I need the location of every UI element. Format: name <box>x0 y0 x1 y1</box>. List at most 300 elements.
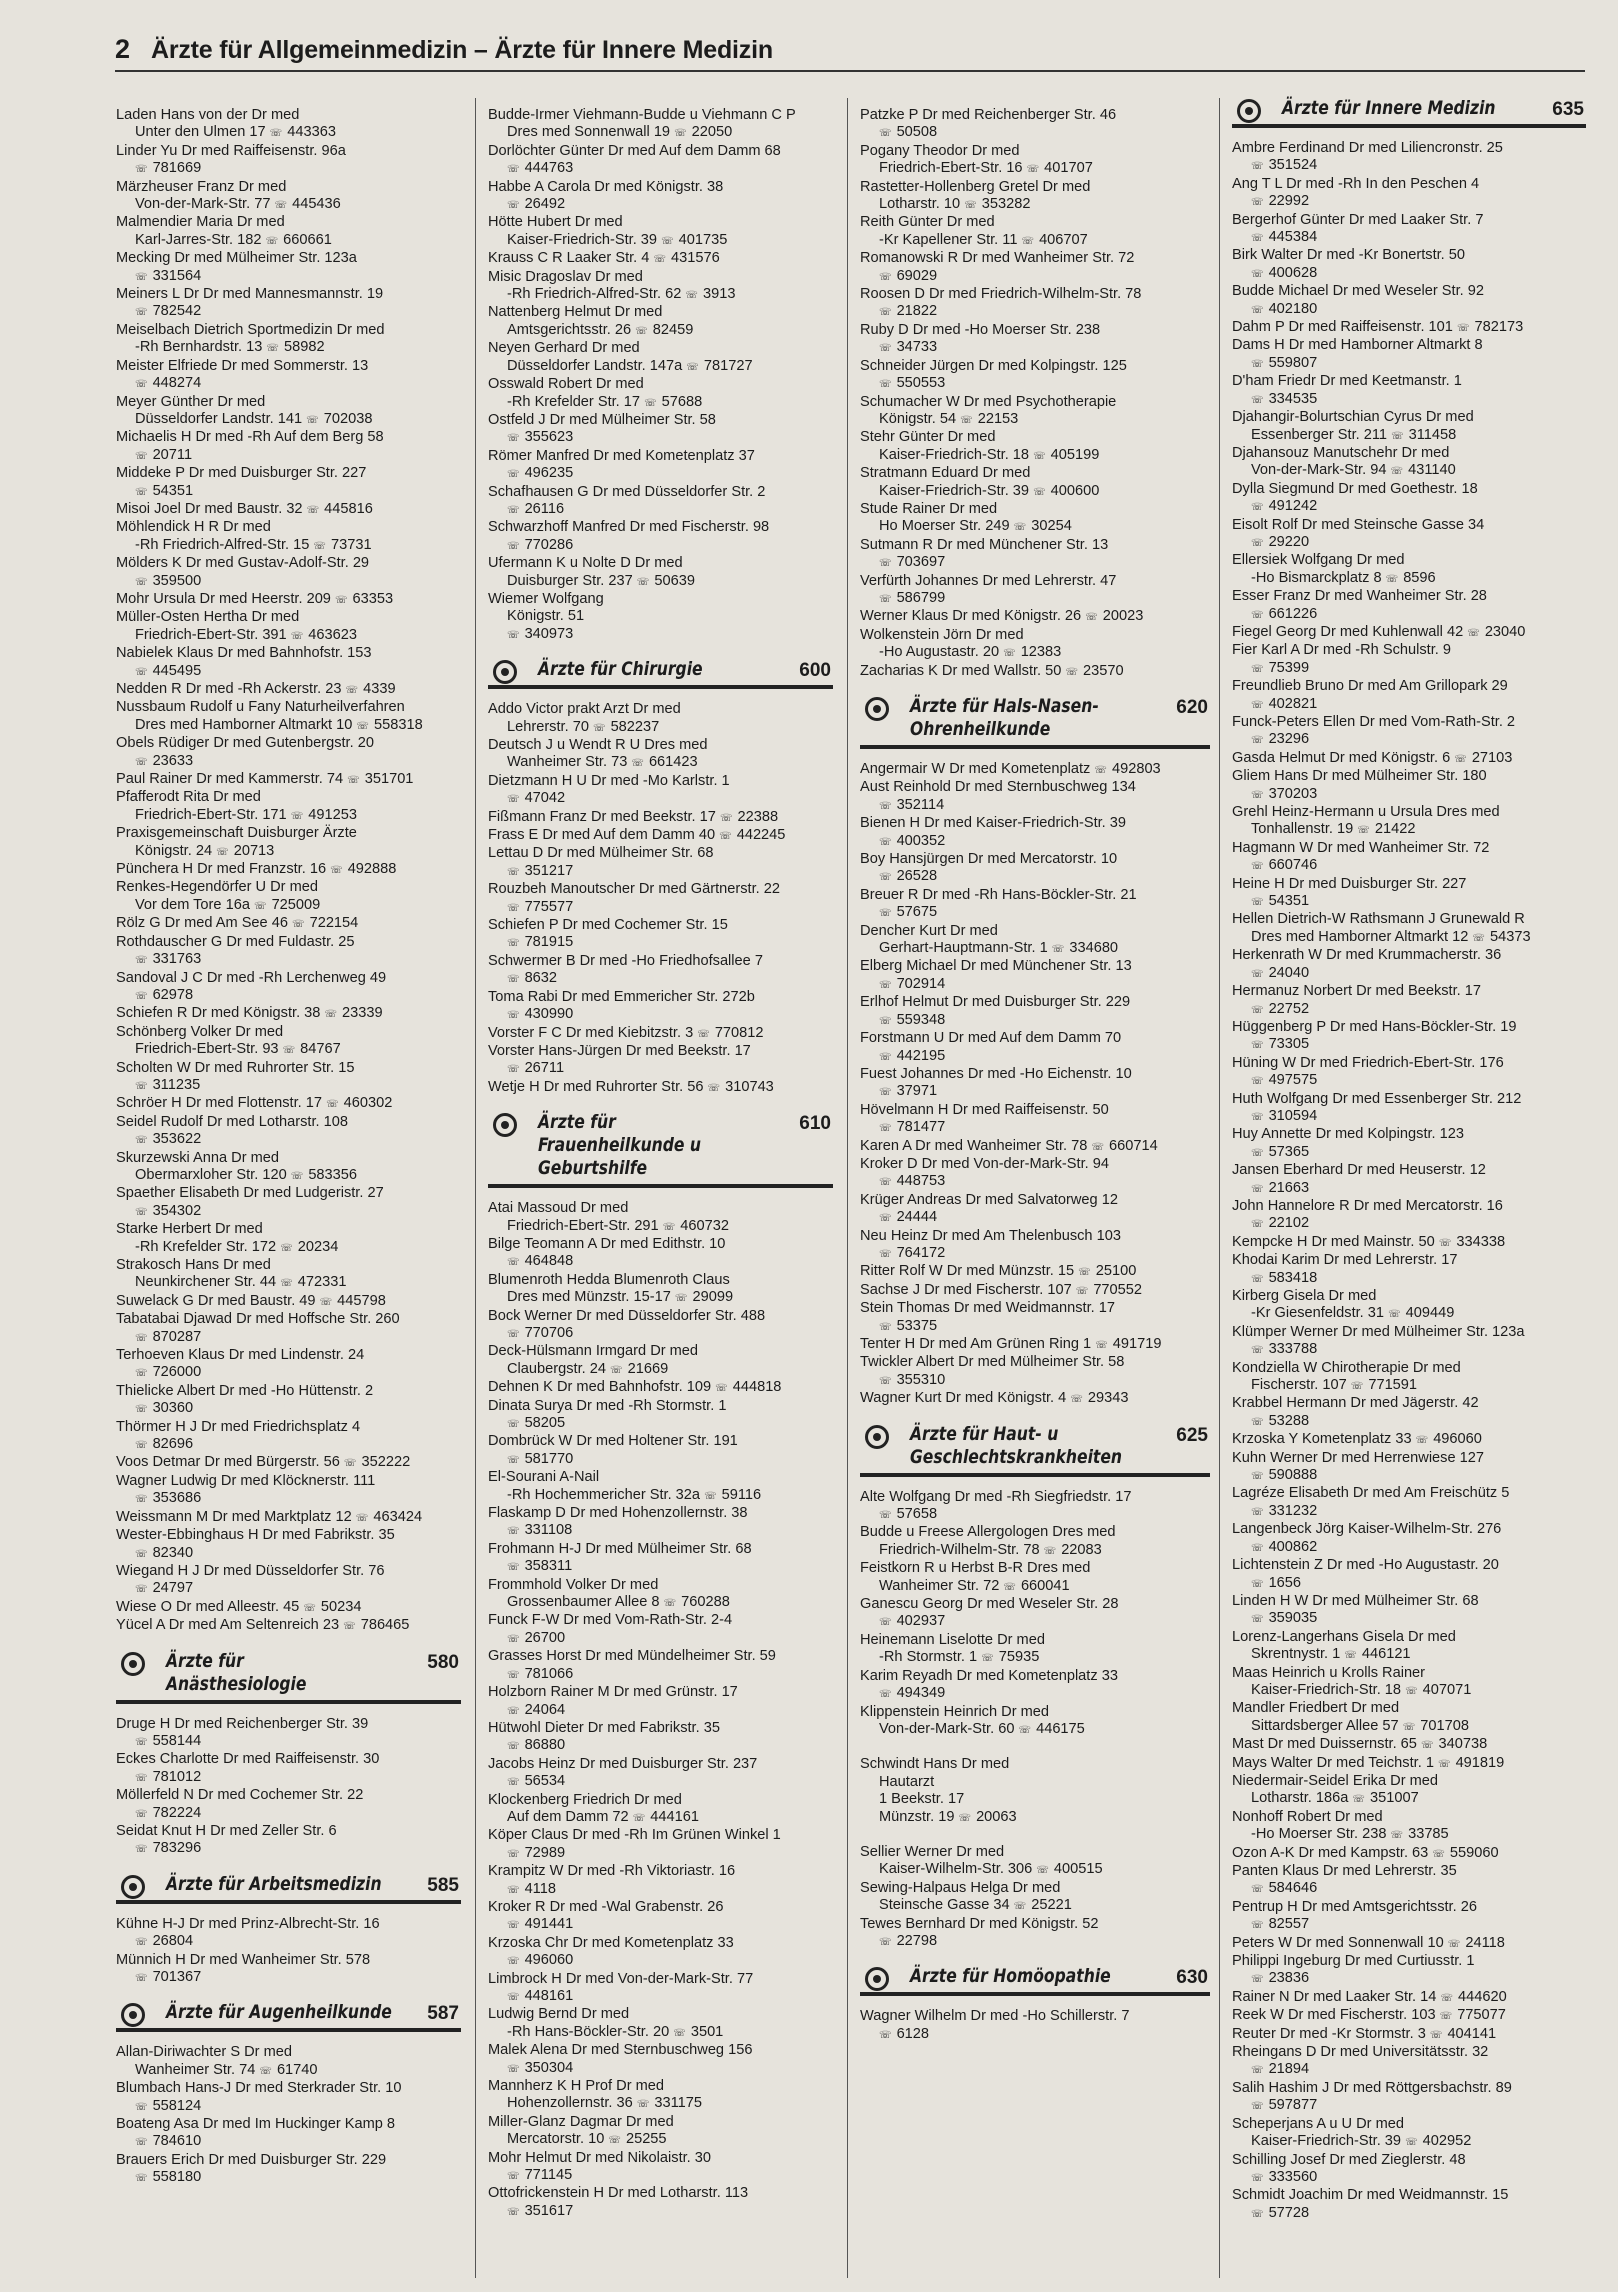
entry-name: Schumacher W Dr med Psychotherapie <box>860 393 1117 410</box>
entry-name: Suwelack G Dr med Baustr. 49 ☏ 445798 <box>116 1292 386 1309</box>
telephone-icon: ☏ <box>879 800 891 812</box>
section-number: 625 <box>1176 1424 1208 1446</box>
entry-detail: Gerhart-Hauptmann-Str. 1 ☏ 334680 <box>879 940 1119 957</box>
entry-detail: ☏ 781012 <box>135 1768 202 1785</box>
entry-detail: ☏ 53375 <box>879 1317 938 1334</box>
entry-name: Herkenrath W Dr med Krummacherstr. 36 <box>1232 947 1502 964</box>
telephone-icon: ☏ <box>1033 450 1045 462</box>
telephone-icon: ☏ <box>707 1082 720 1094</box>
list-item <box>1232 481 1586 517</box>
list-item <box>488 1200 833 1236</box>
list-item <box>860 107 1210 143</box>
telephone-icon: ☏ <box>1251 197 1263 209</box>
entry-name: Eckes Charlotte Dr med Raiffeisenstr. 30 <box>116 1751 380 1768</box>
list-item <box>860 2008 1210 2044</box>
entry-name: Schneider Jürgen Dr med Kolpingstr. 125 <box>860 357 1127 374</box>
telephone-icon: ☏ <box>313 540 325 552</box>
entry-name: Roosen D Dr med Friedrich-Wilhelm-Str. 78 <box>860 286 1142 303</box>
entry-name: Strakosch Hans Dr med <box>116 1257 271 1273</box>
list-item <box>116 519 461 555</box>
entry-detail: Hautarzt <box>879 1773 935 1790</box>
telephone-icon: ☏ <box>715 1383 727 1395</box>
telephone-icon: ☏ <box>1018 1724 1031 1736</box>
entry-name: Paul Rainer Dr med Kammerstr. 74 ☏ 351701 <box>116 771 414 788</box>
entry-name: Wolkenstein Jörn Dr med <box>860 626 1024 643</box>
entry-name: Schwindt Hans Dr med <box>860 1756 1010 1773</box>
telephone-icon: ☏ <box>1251 1920 1263 1932</box>
telephone-icon: ☏ <box>507 1257 519 1269</box>
entry-detail: ☏ 4118 <box>507 1880 556 1897</box>
entry-name: Reith Günter Dr med <box>860 214 995 231</box>
list-item <box>488 845 833 881</box>
list-item <box>116 609 461 645</box>
entry-detail: Königstr. 51 <box>507 608 585 625</box>
entry-detail: ☏ 359500 <box>135 572 202 589</box>
list-item <box>488 448 833 484</box>
list-item <box>116 1916 461 1952</box>
telephone-icon: ☏ <box>960 414 972 426</box>
telephone-icon: ☏ <box>719 831 731 843</box>
entry-detail: ☏ 464848 <box>507 1253 574 1270</box>
target-bullet-icon <box>493 660 517 684</box>
entry-name: Mannherz K H Prof Dr med <box>488 2078 664 2095</box>
telephone-icon: ☏ <box>135 1844 147 1856</box>
entry-name: Dencher Kurt Dr med <box>860 922 998 939</box>
telephone-icon: ☏ <box>879 1087 891 1099</box>
entry-name: Sellier Werner Dr med <box>860 1843 1005 1860</box>
telephone-icon: ☏ <box>879 1936 891 1948</box>
telephone-icon: ☏ <box>632 1812 645 1824</box>
list-item <box>116 214 461 250</box>
telephone-icon: ☏ <box>673 2027 685 2039</box>
target-bullet-icon <box>1237 99 1261 123</box>
list-item <box>488 989 833 1025</box>
list-item <box>116 143 461 179</box>
telephone-icon: ☏ <box>879 2029 891 2041</box>
list-item <box>1232 1055 1586 1091</box>
telephone-icon: ☏ <box>507 1419 519 1430</box>
telephone-icon: ☏ <box>216 846 228 858</box>
list-item <box>1232 373 1586 409</box>
target-bullet-icon <box>121 1652 145 1676</box>
list-item <box>488 827 833 845</box>
target-bullet-icon <box>865 1425 889 1449</box>
list-item <box>860 779 1210 815</box>
entry-name: Meiners L Dr Dr med Mannesmannstr. 19 <box>116 286 384 303</box>
entry-detail: ☏ 355310 <box>879 1371 946 1388</box>
list-item <box>860 1138 1210 1156</box>
entry-name: Heinemann Liselotte Dr med <box>860 1631 1045 1648</box>
telephone-icon: ☏ <box>343 1458 356 1470</box>
list-item <box>116 771 461 789</box>
telephone-icon: ☏ <box>507 1010 519 1022</box>
list-item <box>116 394 461 430</box>
entry-detail: -Rh Friedrich-Alfred-Str. 15 ☏ 73731 <box>135 536 372 553</box>
list-item <box>488 269 833 305</box>
entry-name: Wagner Ludwig Dr med Klöcknerstr. 111 <box>116 1472 376 1489</box>
telephone-icon: ☏ <box>1070 1394 1082 1406</box>
header-rule <box>115 70 1585 72</box>
list-item <box>488 519 833 555</box>
column-4 <box>1232 97 1586 2223</box>
entry-name: Klümper Werner Dr med Mülheimer Str. 123a <box>1232 1323 1525 1340</box>
section-number: 600 <box>799 660 831 682</box>
list-item <box>116 2044 461 2080</box>
entry-detail: ☏ 54351 <box>1251 893 1310 910</box>
entry-name: Schiefen R Dr med Königstr. 38 ☏ 23339 <box>116 1005 383 1022</box>
entry-detail: ☏ 54351 <box>135 482 194 499</box>
entry-name: Laden Hans von der Dr med <box>116 107 300 123</box>
list-item <box>488 143 833 179</box>
entry-name: Frommhold Volker Dr med <box>488 1576 659 1593</box>
list-item <box>116 429 461 465</box>
telephone-icon: ☏ <box>879 1321 891 1333</box>
section-heading <box>860 695 1210 749</box>
telephone-icon: ☏ <box>334 594 347 606</box>
telephone-icon: ☏ <box>1051 944 1064 956</box>
list-item <box>860 322 1210 358</box>
list-item <box>1232 624 1586 642</box>
entry-detail: Kaiser-Wilhelm-Str. 306 ☏ 400515 <box>879 1861 1103 1878</box>
telephone-icon: ☏ <box>135 1368 147 1380</box>
telephone-icon: ☏ <box>661 235 673 247</box>
entry-name: Lettau D Dr med Mülheimer Str. 68 <box>488 845 714 862</box>
telephone-icon: ☏ <box>879 1177 891 1189</box>
section-number: 585 <box>427 1874 459 1896</box>
telephone-icon: ☏ <box>1251 304 1263 316</box>
telephone-icon: ☏ <box>636 576 649 588</box>
list-item <box>1232 2026 1586 2044</box>
entry-name: Nabielek Klaus Dr med Bahnhofstr. 153 <box>116 645 372 662</box>
list-item <box>116 970 461 1006</box>
entry-name: Boateng Asa Dr med Im Huckinger Kamp 8 <box>116 2116 396 2133</box>
entry-name: Tewes Bernhard Dr med Königstr. 52 <box>860 1915 1099 1932</box>
entry-detail: ☏ 494349 <box>879 1685 946 1702</box>
telephone-icon: ☏ <box>507 938 519 950</box>
entry-detail: Steinsche Gasse 34 ☏ 25221 <box>879 1897 1072 1914</box>
list-item <box>488 1684 833 1720</box>
telephone-icon: ☏ <box>507 1956 519 1968</box>
telephone-icon: ☏ <box>507 1848 519 1860</box>
telephone-icon: ☏ <box>1003 1581 1015 1593</box>
entry-name: Fißmann Franz Dr med Beekstr. 17 ☏ 22388 <box>488 808 779 825</box>
entry-detail: ☏ 62978 <box>135 986 194 1003</box>
entry-detail: Claubergstr. 24 ☏ 21669 <box>507 1360 669 1377</box>
entry-name: Schmidt Joachim Dr med Weidmannstr. 15 <box>1232 2187 1509 2204</box>
entry-detail: ☏ 583418 <box>1251 1269 1318 1286</box>
entry-name: Seidat Knut H Dr med Zeller Str. 6 <box>116 1822 337 1839</box>
telephone-icon: ☏ <box>1036 1865 1048 1877</box>
entry-detail: ☏ 448274 <box>135 375 202 392</box>
list-item <box>860 851 1210 887</box>
entry-name: Wagner Kurt Dr med Königstr. 4 ☏ 29343 <box>860 1390 1129 1407</box>
entry-detail: -Rh Hans-Böckler-Str. 20 ☏ 3501 <box>507 2023 724 2040</box>
list-item <box>116 286 461 322</box>
entry-detail: ☏ 783296 <box>135 1840 202 1857</box>
list-item <box>1232 983 1586 1019</box>
entry-name: Ritter Rolf W Dr med Münzstr. 15 ☏ 25100 <box>860 1263 1137 1280</box>
telephone-icon: ☏ <box>326 1099 338 1111</box>
section-title: Ärzte für Homöopathie <box>910 1965 1111 1988</box>
telephone-icon: ☏ <box>879 558 891 570</box>
telephone-icon: ☏ <box>1420 1740 1433 1752</box>
list-item <box>1232 1665 1586 1701</box>
list-item <box>1232 1252 1586 1288</box>
entry-detail: ☏ 311235 <box>135 1076 201 1093</box>
entry-name: Erlhof Helmut Dr med Duisburger Str. 229 <box>860 994 1131 1011</box>
telephone-icon: ☏ <box>507 866 519 878</box>
entry-detail: Kaiser-Friedrich-Str. 39 ☏ 402952 <box>1251 2133 1472 2150</box>
entry-name: Schafhausen G Dr med Düsseldorfer Str. 2 <box>488 483 766 500</box>
telephone-icon: ☏ <box>507 469 519 481</box>
entry-detail: ☏ 26700 <box>507 1629 566 1646</box>
list-item <box>488 881 833 917</box>
telephone-icon: ☏ <box>282 1045 295 1057</box>
telephone-icon: ☏ <box>879 1123 891 1135</box>
list-item <box>116 179 461 215</box>
entry-detail: ☏ 353622 <box>135 1131 202 1148</box>
telephone-icon: ☏ <box>593 722 605 734</box>
list-item <box>488 1899 833 1935</box>
entry-name: Jacobs Heinz Dr med Duisburger Str. 237 <box>488 1755 758 1772</box>
entry-detail: ☏ 58205 <box>507 1415 566 1431</box>
telephone-icon: ☏ <box>135 1736 147 1748</box>
telephone-icon: ☏ <box>636 2099 649 2111</box>
entry-detail: Kaiser-Friedrich-Str. 18 ☏ 407071 <box>1251 1681 1472 1698</box>
entry-detail: ☏ 497575 <box>1251 1072 1318 1089</box>
entry-detail: Friedrich-Ebert-Str. 93 ☏ 84767 <box>135 1041 341 1058</box>
telephone-icon: ☏ <box>507 1741 519 1753</box>
entry-detail: ☏ 770286 <box>507 536 574 553</box>
entry-detail: ☏ 310594 <box>1251 1107 1318 1124</box>
list-item <box>488 555 833 591</box>
entry-detail: Mercatorstr. 10 ☏ 25255 <box>507 2131 667 2148</box>
entry-detail: ☏ 781066 <box>507 1665 574 1682</box>
entry-detail: -Kr Kapellener Str. 11 ☏ 406707 <box>879 231 1088 248</box>
entry-detail: ☏ 340973 <box>507 625 574 642</box>
telephone-icon: ☏ <box>610 1364 622 1376</box>
entry-detail: Kaiser-Friedrich-Str. 39 ☏ 401735 <box>507 231 728 248</box>
entry-detail: ☏ 781477 <box>879 1119 946 1136</box>
list-item <box>488 737 833 773</box>
telephone-icon: ☏ <box>1251 699 1263 711</box>
entry-name: Praxisgemeinschaft Duisburger Ärzte <box>116 825 357 842</box>
list-item <box>860 1560 1210 1596</box>
telephone-icon: ☏ <box>135 1937 147 1949</box>
entry-detail: Wanheimer Str. 73 ☏ 661423 <box>507 754 698 771</box>
entry-name: Linden H W Dr med Mülheimer Str. 68 <box>1232 1592 1479 1609</box>
telephone-icon: ☏ <box>704 1490 716 1502</box>
telephone-icon: ☏ <box>135 666 147 678</box>
list-item <box>488 1043 833 1079</box>
entry-detail: Friedrich-Ebert-Str. 171 ☏ 491253 <box>135 806 358 823</box>
entry-name: Langenbeck Jörg Kaiser-Wilhelm-Str. 276 <box>1232 1521 1502 1538</box>
entry-name: Mandler Friedbert Dr med <box>1232 1700 1400 1717</box>
list-item <box>860 573 1210 609</box>
telephone-icon: ☏ <box>981 1653 993 1665</box>
entry-name: Gliem Hans Dr med Mülheimer Str. 180 <box>1232 768 1487 785</box>
telephone-icon: ☏ <box>1251 1219 1263 1231</box>
entry-detail: ☏ 72989 <box>507 1844 566 1861</box>
entry-name: Reuter Dr med -Kr Stormstr. 3 ☏ 404141 <box>1232 2025 1497 2042</box>
entry-name: Fuest Johannes Dr med -Ho Eichenstr. 10 <box>860 1065 1132 1082</box>
telephone-icon: ☏ <box>507 1669 519 1681</box>
entry-name: Sutmann R Dr med Münchener Str. 13 <box>860 536 1109 553</box>
list-item <box>116 591 461 609</box>
list-item <box>1232 1019 1586 1055</box>
entry-detail: Hohenzollernstr. 36 ☏ 331175 <box>507 2095 702 2112</box>
entry-detail: ☏ 771145 <box>507 2167 573 2184</box>
list-item <box>860 179 1210 215</box>
list-item <box>488 1577 833 1613</box>
entry-detail: Vor dem Tore 16a ☏ 725009 <box>135 896 321 913</box>
list-item <box>1232 714 1586 750</box>
entry-detail: Amtsgerichtsstr. 26 ☏ 82459 <box>507 321 694 338</box>
section-heading <box>1232 97 1586 128</box>
list-item <box>116 1347 461 1383</box>
telephone-icon: ☏ <box>324 1009 336 1021</box>
telephone-icon: ☏ <box>135 1772 147 1784</box>
entry-detail: ☏ 57365 <box>1251 1143 1310 1160</box>
list-item <box>488 1863 833 1899</box>
list-item <box>488 773 833 809</box>
entry-detail: ☏ 22798 <box>879 1932 938 1949</box>
entry-name: Aust Reinhold Dr med Sternbuschweg 134 <box>860 779 1136 796</box>
entry-detail: Karl-Jarres-Str. 182 ☏ 660661 <box>135 231 332 248</box>
entry-detail: Von-der-Mark-Str. 77 ☏ 445436 <box>135 196 341 213</box>
entry-name: Wiemer Wolfgang <box>488 590 604 607</box>
entry-name: Huth Wolfgang Dr med Essenberger Str. 212 <box>1232 1090 1522 1107</box>
entry-detail: ☏ 661226 <box>1251 605 1318 622</box>
entry-detail: ☏ 26528 <box>879 868 938 885</box>
telephone-icon: ☏ <box>1078 1267 1090 1279</box>
entry-detail: ☏ 445384 <box>1251 229 1318 246</box>
section-title: Ärzte für Innere Medizin <box>1282 97 1496 119</box>
list-item <box>860 429 1210 465</box>
entry-name: Müller-Osten Hertha Dr med <box>116 609 300 626</box>
list-item <box>1232 947 1586 983</box>
telephone-icon: ☏ <box>879 872 891 884</box>
entry-name: Heine H Dr med Duisburger Str. 227 <box>1232 875 1467 892</box>
list-item <box>488 1827 833 1863</box>
entry-name: Wester-Ebbinghaus H Dr med Fabrikstr. 35 <box>116 1527 395 1544</box>
telephone-icon: ☏ <box>686 361 698 373</box>
telephone-icon: ☏ <box>290 630 303 642</box>
entry-name: Misic Dragoslav Dr med <box>488 268 643 285</box>
list-item <box>116 465 461 501</box>
entry-detail: ☏ 24040 <box>1251 964 1310 981</box>
telephone-icon: ☏ <box>879 1248 891 1260</box>
telephone-icon: ☏ <box>135 1135 147 1147</box>
telephone-icon: ☏ <box>1075 1285 1088 1297</box>
entry-name: Deutsch J u Wendt R U Dres med <box>488 737 708 753</box>
entry-name: Grehl Heinz-Hermann u Ursula Dres med <box>1232 804 1500 821</box>
telephone-icon: ☏ <box>1251 394 1263 406</box>
entry-detail: ☏ 400352 <box>879 832 946 849</box>
entry-name: Mohr Ursula Dr med Heerstr. 209 ☏ 63353 <box>116 590 394 607</box>
list-item <box>488 250 833 268</box>
entry-detail: ☏ 559807 <box>1251 354 1318 371</box>
entry-name: Märzheuser Franz Dr med <box>116 178 287 195</box>
telephone-icon: ☏ <box>135 1584 147 1596</box>
entry-name: Ozon A-K Dr med Kampstr. 63 ☏ 559060 <box>1232 1844 1499 1861</box>
list-item <box>1232 1736 1586 1754</box>
list-item <box>116 1617 461 1635</box>
telephone-icon: ☏ <box>879 836 891 848</box>
list-item <box>1232 1935 1586 1953</box>
entry-name: Pünchera H Dr med Franzstr. 16 ☏ 492888 <box>116 861 397 878</box>
telephone-icon: ☏ <box>1251 161 1263 173</box>
telephone-icon: ☏ <box>306 414 318 426</box>
telephone-icon: ☏ <box>1251 1884 1263 1896</box>
list-item <box>1232 2007 1586 2025</box>
entry-detail: ☏ 558180 <box>135 2169 202 2186</box>
list-item <box>1232 1162 1586 1198</box>
list-item <box>1232 1755 1586 1773</box>
telephone-icon: ☏ <box>879 979 891 991</box>
entry-name: D'ham Friedr Dr med Keetmanstr. 1 <box>1232 373 1462 390</box>
entry-name: Hövelmann H Dr med Raiffeisenstr. 50 <box>860 1101 1109 1118</box>
entry-name: Boy Hansjürgen Dr med Mercatorstr. 10 <box>860 851 1118 868</box>
list-item <box>860 1880 1210 1916</box>
telephone-icon: ☏ <box>653 254 665 266</box>
column-separator <box>1219 98 1220 2278</box>
entry-name: Tenter H Dr med Am Grünen Ring 1 ☏ 491719 <box>860 1336 1162 1352</box>
list-item <box>116 1060 461 1096</box>
entry-name: Vorster F C Dr med Kiebitzstr. 3 ☏ 770812 <box>488 1024 764 1041</box>
entry-name: Kondziella W Chirotherapie Dr med <box>1232 1359 1461 1376</box>
list-item <box>1232 1485 1586 1521</box>
entry-name: Hüning W Dr med Friedrich-Ebert-Str. 176 <box>1232 1054 1504 1071</box>
telephone-icon: ☏ <box>306 504 319 516</box>
telephone-icon: ☏ <box>290 1170 303 1182</box>
entry-detail: ☏ 782224 <box>135 1804 202 1821</box>
entry-name: Vorster Hans-Jürgen Dr med Beekstr. 17 <box>488 1042 751 1059</box>
entry-name: Meyer Günther Dr med <box>116 393 266 410</box>
list-item <box>860 1156 1210 1192</box>
list-item <box>860 923 1210 959</box>
telephone-icon: ☏ <box>1021 235 1034 247</box>
entry-detail: ☏ 56534 <box>507 1773 566 1790</box>
list-item <box>116 1114 461 1150</box>
entry-name: Reek W Dr med Fischerstr. 103 ☏ 775077 <box>1232 2007 1506 2024</box>
entry-name: Yücel A Dr med Am Seltenreich 23 ☏ 786465 <box>116 1617 410 1634</box>
telephone-icon: ☏ <box>280 1278 292 1290</box>
entry-detail: ☏ 590888 <box>1251 1467 1318 1484</box>
list-item <box>488 1505 833 1541</box>
entry-detail: ☏ 334535 <box>1251 390 1318 407</box>
section-heading <box>116 2001 461 2032</box>
entry-name: Osswald Robert Dr med <box>488 376 644 393</box>
entry-name: Pfafferodt Rita Dr med <box>116 789 261 806</box>
entry-name: Klippenstein Heinrich Dr med <box>860 1703 1049 1720</box>
entry-name: Grasses Horst Dr med Mündelheimer Str. 59 <box>488 1648 776 1665</box>
entry-name: Ludwig Bernd Dr med <box>488 2006 630 2023</box>
entry-detail: ☏ 1656 <box>1251 1574 1302 1591</box>
entry-name: Frohmann H-J Dr med Mülheimer Str. 68 <box>488 1540 752 1557</box>
telephone-icon: ☏ <box>507 902 519 914</box>
column-1 <box>116 107 461 2188</box>
entry-name: Renkes-Hegendörfer U Dr med <box>116 879 318 896</box>
section-title: Geschlechtskrankheiten <box>910 1445 1123 1468</box>
entry-name: Krauss C R Laaker Str. 4 ☏ 431576 <box>488 250 720 267</box>
telephone-icon: ☏ <box>507 164 519 176</box>
target-bullet-icon <box>865 697 889 721</box>
entry-detail: Von-der-Mark-Str. 94 ☏ 431140 <box>1251 462 1456 479</box>
entry-detail: Dres med Sonnenwall 19 ☏ 22050 <box>507 124 733 141</box>
entry-name: Stehr Günter Dr med <box>860 429 996 446</box>
list-item <box>116 250 461 286</box>
